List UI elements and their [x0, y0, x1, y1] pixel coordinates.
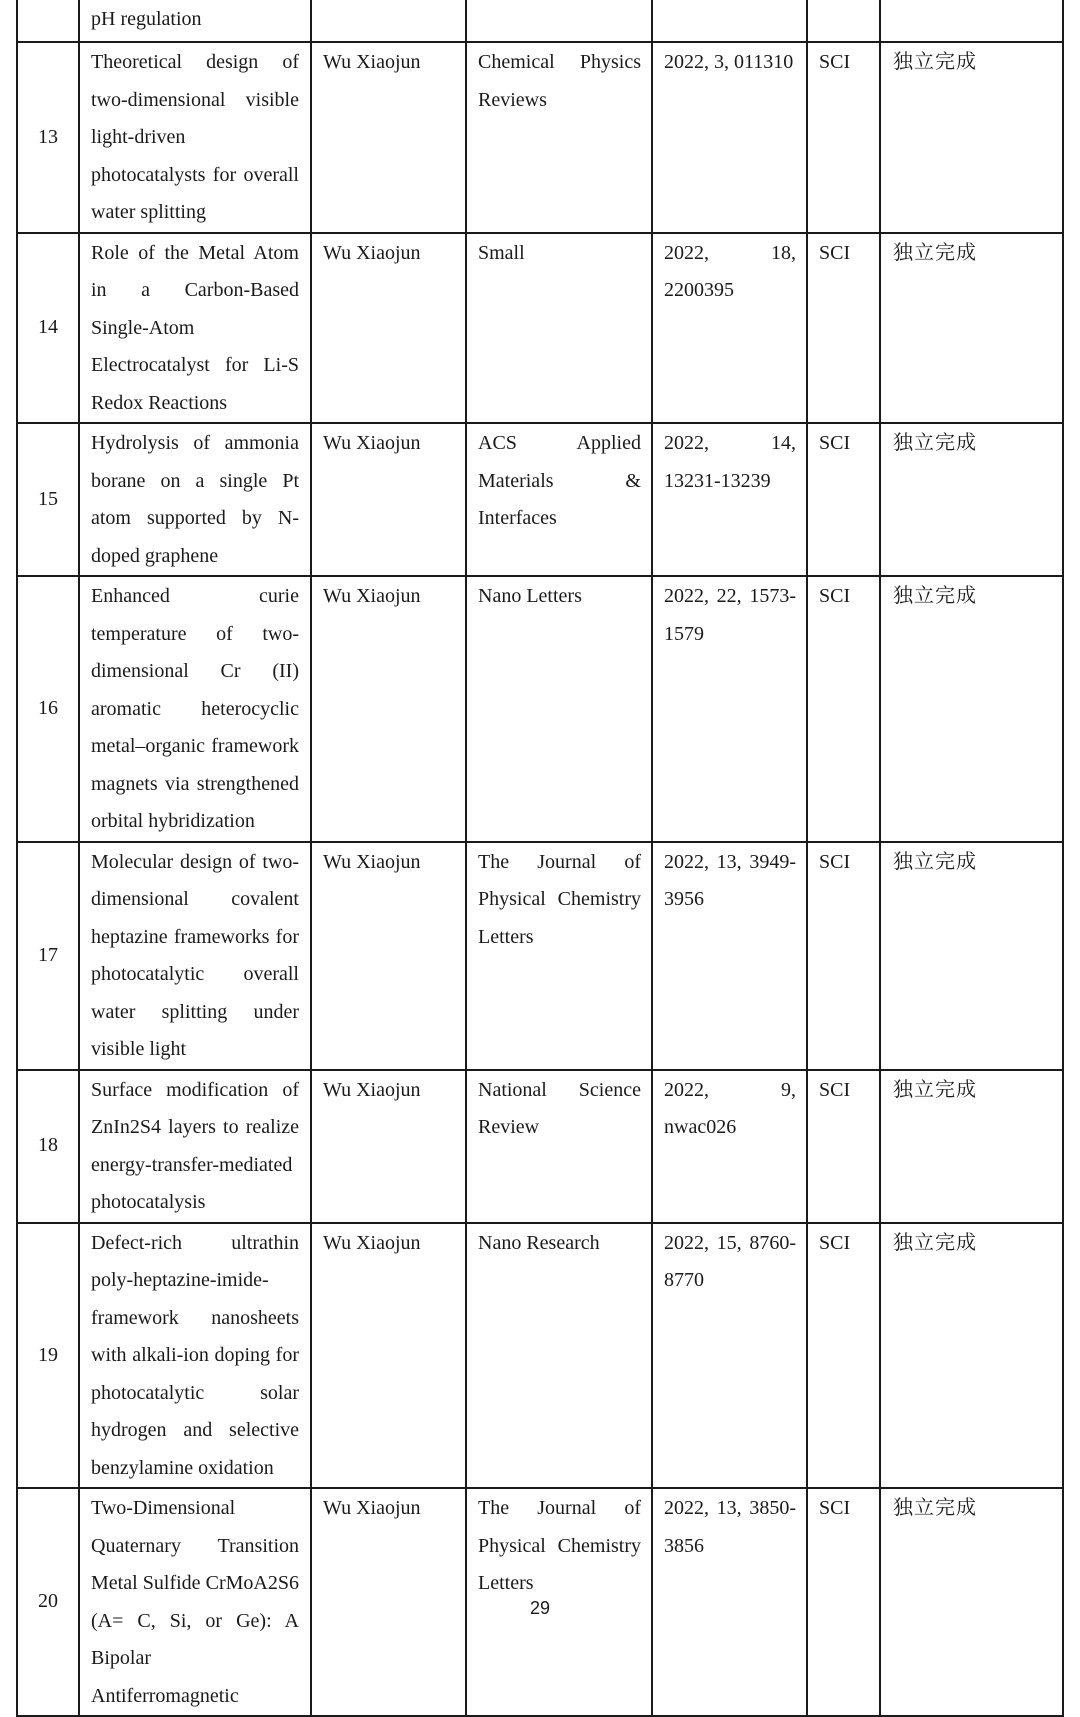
row-number: [17, 0, 79, 42]
author: Wu Xiaojun: [311, 842, 466, 1070]
table-row: [17, 1070, 1063, 1223]
paper-title: Enhanced curie temperature of two-dimensional Cr (II) aromatic heterocyclic metal–organic framework magnets via strengthened orbital hybridization: [79, 576, 311, 842]
paper-title: Role of the Metal Atom in a Carbon-Based Single-Atom Electrocatalyst for Li-S Redox Reactions: [79, 233, 311, 424]
table-row: [17, 423, 1063, 576]
volume-pages: 2022, 22, 1573-1579: [652, 576, 807, 842]
author: [311, 0, 466, 42]
table-row: [17, 842, 1063, 1070]
index-type: SCI: [807, 576, 880, 842]
row-number: 19: [17, 1223, 79, 1489]
author: Wu Xiaojun: [311, 1223, 466, 1489]
completion-note: 独立完成: [880, 42, 1063, 233]
publication-table: [16, 0, 1064, 1717]
volume-pages: 2022, 13, 3949-3956: [652, 842, 807, 1070]
row-number: 16: [17, 576, 79, 842]
journal: National Science Review: [466, 1070, 652, 1223]
completion-note: 独立完成: [880, 233, 1063, 424]
completion-note: 独立完成: [880, 423, 1063, 576]
index-type: SCI: [807, 233, 880, 424]
index-type: SCI: [807, 423, 880, 576]
author: Wu Xiaojun: [311, 423, 466, 576]
journal: The Journal of Physical Chemistry Letters: [466, 1488, 652, 1716]
index-type: SCI: [807, 1223, 880, 1489]
journal: Nano Letters: [466, 576, 652, 842]
row-number: 18: [17, 1070, 79, 1223]
completion-note: 独立完成: [880, 1070, 1063, 1223]
completion-note: [880, 0, 1063, 42]
paper-title: Theoretical design of two-dimensional visible light-driven photocatalysts for overall water splitting: [79, 42, 311, 233]
page-number: 29: [529, 1598, 551, 1618]
completion-note: 独立完成: [880, 842, 1063, 1070]
paper-title: Defect-rich ultrathin poly-heptazine-imide-framework nanosheets with alkali-ion doping for photocatalytic solar hydrogen and selective benzylamine oxidation: [79, 1223, 311, 1489]
paper-title: Hydrolysis of ammonia borane on a single Pt atom supported by N-doped graphene: [79, 423, 311, 576]
paper-title: pH regulation: [79, 0, 311, 42]
journal: [466, 0, 652, 42]
table-row: [17, 1223, 1063, 1489]
row-number: 17: [17, 842, 79, 1070]
index-type: [807, 0, 880, 42]
author: Wu Xiaojun: [311, 42, 466, 233]
volume-pages: 2022, 3, 011310: [652, 42, 807, 233]
completion-note: 独立完成: [880, 1223, 1063, 1489]
index-type: SCI: [807, 1488, 880, 1716]
row-number: 20: [17, 1488, 79, 1716]
volume-pages: 2022, 15, 8760-8770: [652, 1223, 807, 1489]
volume-pages: [652, 0, 807, 42]
volume-pages: 2022, 9, nwac026: [652, 1070, 807, 1223]
volume-pages: 2022, 18, 2200395: [652, 233, 807, 424]
completion-note: 独立完成: [880, 1488, 1063, 1716]
author: Wu Xiaojun: [311, 233, 466, 424]
completion-note: 独立完成: [880, 576, 1063, 842]
paper-title: Molecular design of two-dimensional covalent heptazine frameworks for photocatalytic overall water splitting under visible light: [79, 842, 311, 1070]
journal: The Journal of Physical Chemistry Letters: [466, 842, 652, 1070]
row-number: 13: [17, 42, 79, 233]
index-type: SCI: [807, 842, 880, 1070]
author: Wu Xiaojun: [311, 1070, 466, 1223]
author: Wu Xiaojun: [311, 1488, 466, 1716]
index-type: SCI: [807, 1070, 880, 1223]
journal: Nano Research: [466, 1223, 652, 1489]
index-type: SCI: [807, 42, 880, 233]
table-row: [17, 0, 1063, 42]
row-number: 15: [17, 423, 79, 576]
journal: Chemical Physics Reviews: [466, 42, 652, 233]
volume-pages: 2022, 14, 13231-13239: [652, 423, 807, 576]
volume-pages: 2022, 13, 3850-3856: [652, 1488, 807, 1716]
table-row: [17, 233, 1063, 424]
table-row: [17, 576, 1063, 842]
author: Wu Xiaojun: [311, 576, 466, 842]
paper-title: Two-Dimensional Quaternary Transition Metal Sulfide CrMoA2S6 (A= C, Si, or Ge): A Bipolar Antiferromagnetic: [79, 1488, 311, 1716]
row-number: 14: [17, 233, 79, 424]
journal: ACS Applied Materials & Interfaces: [466, 423, 652, 576]
paper-title: Surface modification of ZnIn2S4 layers to realize energy-transfer-mediated photocatalysis: [79, 1070, 311, 1223]
journal: Small: [466, 233, 652, 424]
table-row: [17, 42, 1063, 233]
